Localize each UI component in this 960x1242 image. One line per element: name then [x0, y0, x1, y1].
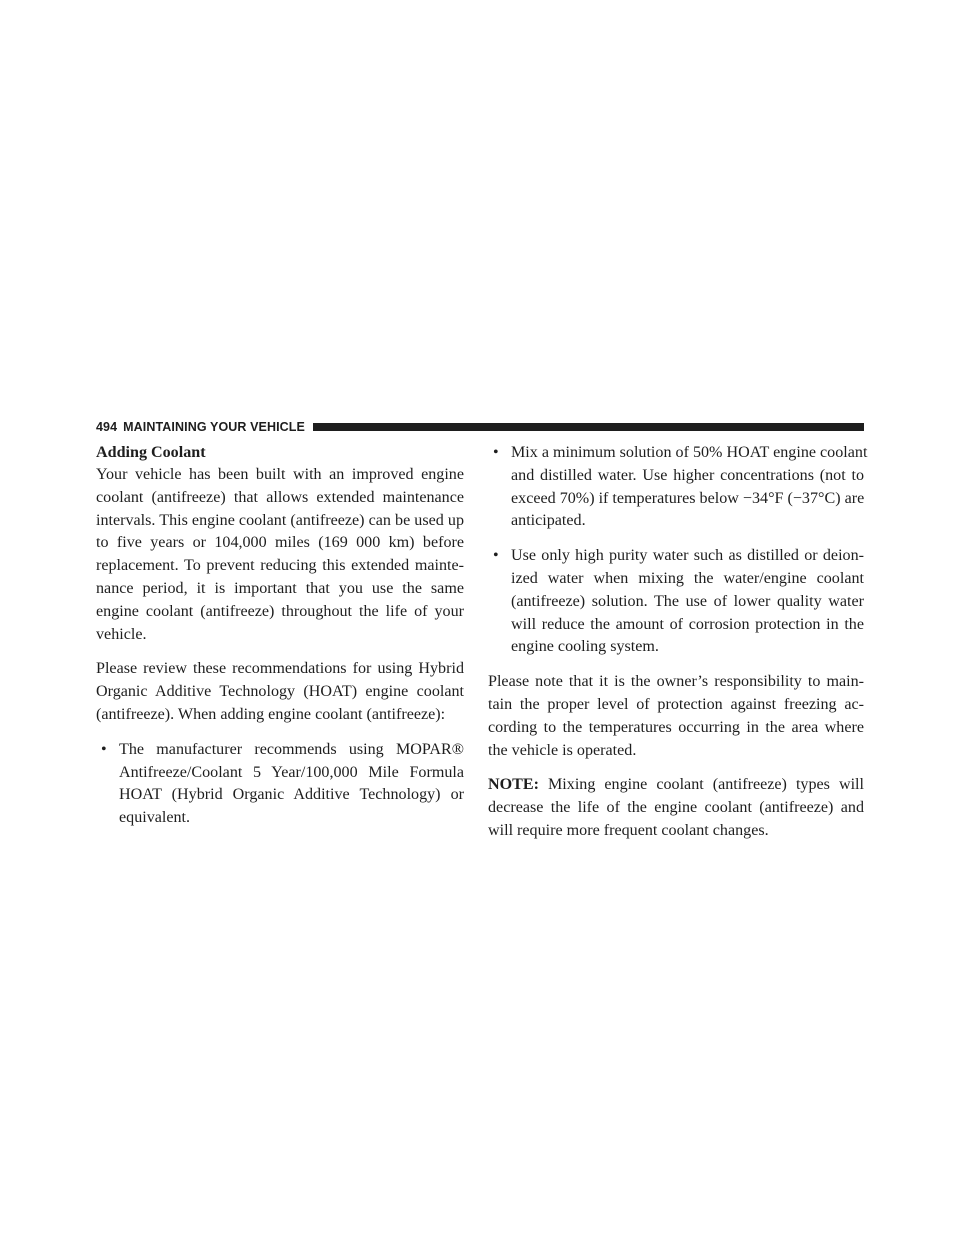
note-label: NOTE: [488, 776, 539, 794]
text-line: HOAT (Hybrid Organic Additive Technology) or [119, 786, 464, 804]
text-line: the vehicle is operated. [488, 741, 637, 759]
text-line: (antifreeze) solution. The use of lower quality water [511, 592, 864, 610]
text-line: ized water when mixing the water/engine coolant [511, 569, 864, 587]
text-line: intervals. This engine coolant (antifreeze) can be used up [96, 511, 464, 529]
note-text: Mixing engine coolant (antifreeze) types will [547, 776, 864, 794]
text-line: Please note that it is the owner’s responsibility to main- [488, 673, 864, 691]
page-number: 494 [96, 420, 118, 434]
text-line: engine coolant (antifreeze) throughout the life of your [96, 602, 464, 620]
text-line: equivalent. [119, 809, 191, 827]
owner-responsibility-paragraph [488, 671, 864, 762]
text-line: anticipated. [511, 512, 586, 530]
bullet-item-mix [488, 442, 868, 533]
bullet-item-mopar [96, 739, 464, 830]
bullet-icon: • [493, 444, 499, 461]
paragraph-gap [488, 659, 864, 671]
text-line: Use only high purity water such as distilled or deion- [511, 547, 864, 565]
left-column [96, 442, 464, 830]
intro-paragraph [96, 464, 464, 646]
paragraph-gap [488, 533, 864, 545]
text-line: to five years or 104,000 miles (169 000 km) before [96, 534, 464, 552]
text-line: vehicle. [96, 625, 147, 643]
text-line: nance period, it is important that you use the same [96, 579, 464, 597]
text-line: engine cooling system. [511, 638, 659, 656]
paragraph-gap [488, 762, 864, 774]
text-line: will reduce the amount of corrosion protection in the [511, 615, 864, 633]
text-line: Mix a minimum solution of 50% HOAT engine coolant [511, 444, 868, 461]
header-rule [313, 423, 864, 431]
bullet-icon: • [101, 740, 107, 758]
text-line: Organic Additive Technology (HOAT) engine coolant [96, 683, 464, 701]
text-line: replacement. To prevent reducing this extended mainte- [96, 557, 464, 575]
right-column [488, 442, 868, 843]
section-title: MAINTAINING YOUR VEHICLE [123, 420, 305, 434]
text-line: and distilled water. Use higher concentrations (not to [511, 466, 864, 484]
bullet-item-water [488, 545, 864, 659]
text-line: The manufacturer recommends using MOPAR® [119, 740, 464, 758]
note-first-line [488, 774, 864, 797]
bullet-icon: • [493, 547, 499, 565]
paragraph-gap [96, 646, 464, 658]
text-line: Antifreeze/Coolant 5 Year/100,000 Mile Formula [119, 763, 464, 781]
text-line: Your vehicle has been built with an improved engine [96, 466, 464, 483]
text-line: Please review these recommendations for using Hybrid [96, 660, 464, 678]
recommendations-paragraph [96, 658, 464, 726]
text-line: cording to the temperatures occurring in the area where [488, 718, 864, 736]
text-line: coolant (antifreeze) that allows extended maintenance [96, 488, 464, 506]
text-line: decrease the life of the engine coolant (antifreeze) and [488, 799, 864, 817]
text-line: exceed 70%) if temperatures below −34°F (−37°C) are [511, 489, 865, 507]
text-line: tain the proper level of protection against freezing ac- [488, 695, 864, 713]
section-heading: Adding Coolant [96, 444, 206, 461]
paragraph-gap [96, 727, 464, 739]
text-line: will require more frequent coolant changes. [488, 821, 769, 839]
note-paragraph [488, 774, 864, 842]
page-header [96, 419, 864, 435]
text-line: (antifreeze). When adding engine coolant (antifreeze): [96, 705, 446, 723]
